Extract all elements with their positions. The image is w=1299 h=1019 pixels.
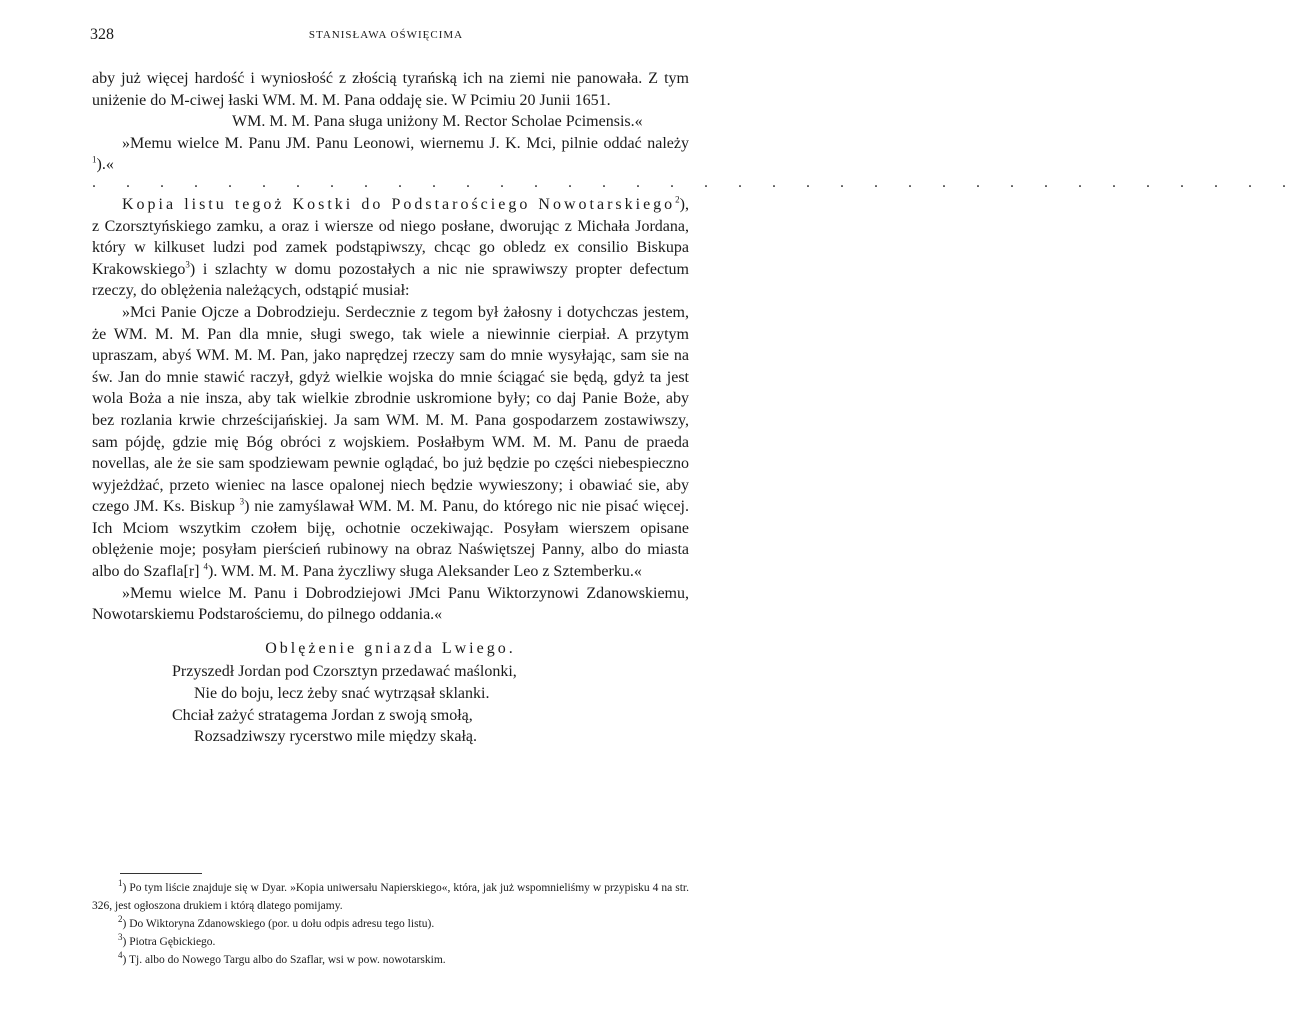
footnote-text: ) Po tym liście znajduje się w Dyar. »Kopia uniwersału Napierskiego«, która, jak już wspomnieliśmy w przypisku 4 na str. 326, jest ogłoszona drukiem i którą dlatego pomijamy. [92,882,689,912]
page-header [90,26,682,48]
poem [172,661,689,747]
footnote-text: ) Piotra Gębickiego. [122,936,216,948]
kopia-title: Kopia listu tegoż Kostki do Podstarościego Nowotarskiego [122,195,676,213]
footnote [92,951,689,969]
footnote-text: ) Tj. albo do Nowego Targu albo do Szaflar, wsi w pow. nowotarskim. [122,954,446,966]
poem-line: Nie do boju, lecz żeby snać wytrząsał sklanki. [194,685,490,703]
poem-line: Przyszedł Jordan pod Czorsztyn przedawać maślonki, [172,663,517,681]
poem-line: Chciał zażyć stratagema Jordan z swoją smołą, [172,706,473,724]
footnote-divider [120,873,202,874]
poem-line: Rozsadziwszy rycerstwo mile między skałą. [194,728,478,746]
letter-text-a: »Mci Panie Ojcze a Dobrodzieju. Serdecznie z tegom był żałosny i dotychczas jestem, że WM. M. M. Pan dla mnie, sługi swego, tak wiele a niewinnie cierpiał. A przytym upraszam, abyś WM. M. M. Pan, jako naprędzej rzeczy sam do mnie wysyłając, sam sie na św. Jan do mnie stawić raczył, gdyż wielkie wojska do mnie ściągać sie będą, gdyż ta jest wola Boża a nie insza, aby tak wielkie zbrodnie uskromione były; co daj Panie Boże, aby bez rozlania krwie chrześcijańskiej. Ja sam WM. M. M. Pana gospodarzem zostawiwszy, sam pójdę, gdzie mię Bóg obróci z wojskiem. Posłałbym WM. M. M. Panu de praeda novellas, ale że sie sam spodziewam pewnie oglądać, bo już będzie po części niebespieczno wyjeżdżać, przeto wieniec na lasce opalonej niech będzie wywieszony; i obawiać sie, aby czego JM. Ks. Biskup [92,303,689,516]
kopia-text-2: ) i szlachty w domu pozostałych a nic nie sprawiwszy propter defectum rzeczy, do oblężenia należących, odstąpić musiał: [92,260,689,300]
footnote-mark: 4 [118,950,123,961]
footnotes [92,879,689,969]
footnote-ref: 3 [239,496,245,507]
paragraph-letter-ending: aby już więcej hardość i wyniosłość z złością tyrańską ich na ziemi nie panowała. Z tym uniżenie do M-ciwej łaski WM. M. M. Pana oddaję sie. W Pcimiu 20 Junii 1651. [92,70,689,109]
letter-text-c: ). WM. M. M. Pana życzliwy sługa Aleksander Leo z Sztemberku.« [208,563,642,581]
running-head: STANISŁAWA OŚWIĘCIMA [308,29,464,41]
address-text: »Memu wielce M. Panu JM. Panu Leonowi, wiernemu J. K. Mci, pilnie oddać należy [122,134,689,152]
poem-title: Oblężenie gniazda Lwiego. [265,639,516,657]
address-line-1 [92,133,689,176]
footnote-text: ) Do Wiktoryna Zdanowskiego (por. u dołu odpis adresu tego listu). [122,918,435,930]
ellipsis-separator: . . . . . . . . . . . . . . . . . . . . . . . . . . . . . . . . . . . . [92,173,1299,191]
footnote-ref: 3 [185,259,190,270]
footnote-mark: 1 [118,878,123,889]
paragraph-kopia-heading [92,194,689,302]
footnote [92,933,689,951]
page-number: 328 [90,26,114,43]
footnote-ref: 4 [203,561,209,572]
kopia-text: ), z Czorsztyńskiego zamku, a oraz i wiersze od niego posłane, dworując z Michała Jordana, który w kilkuset ludzi pod zamek podstąpiwszy, chcąc go obledz ex consilio Biskupa Krakowskiego [92,195,689,278]
footnote [92,915,689,933]
letter-text-b: ) nie zamyślawał WM. M. M. Panu, do którego nic nie pisać więcej. Ich Mciom wszytkim czołem biję, ochotnie oczekiwając. Posyłam wierszem opisane oblężenie moje; posyłam pierścień rubinowy na obraz Naświętszej Panny, albo do miasta albo do Szafla[r] [92,498,689,581]
footnote-ref: 1 [92,155,97,166]
address-line-2: »Memu wielce M. Panu i Dobrodziejowi JMci Panu Wiktorzynowi Zdanowskiemu, Nowotarskiemu Podstarościemu, do pilnego oddania.« [92,584,689,624]
address-end: ).« [96,156,114,174]
footnote-mark: 3 [118,932,123,943]
footnote-ref: 2 [675,194,680,205]
footnote [92,879,689,915]
paragraph-letter [92,302,689,583]
main-text [92,68,1299,748]
signature-line: WM. M. M. Pana sługa uniżony M. Rector Scholae Pcimensis.« [232,113,643,131]
footnote-mark: 2 [118,914,123,925]
